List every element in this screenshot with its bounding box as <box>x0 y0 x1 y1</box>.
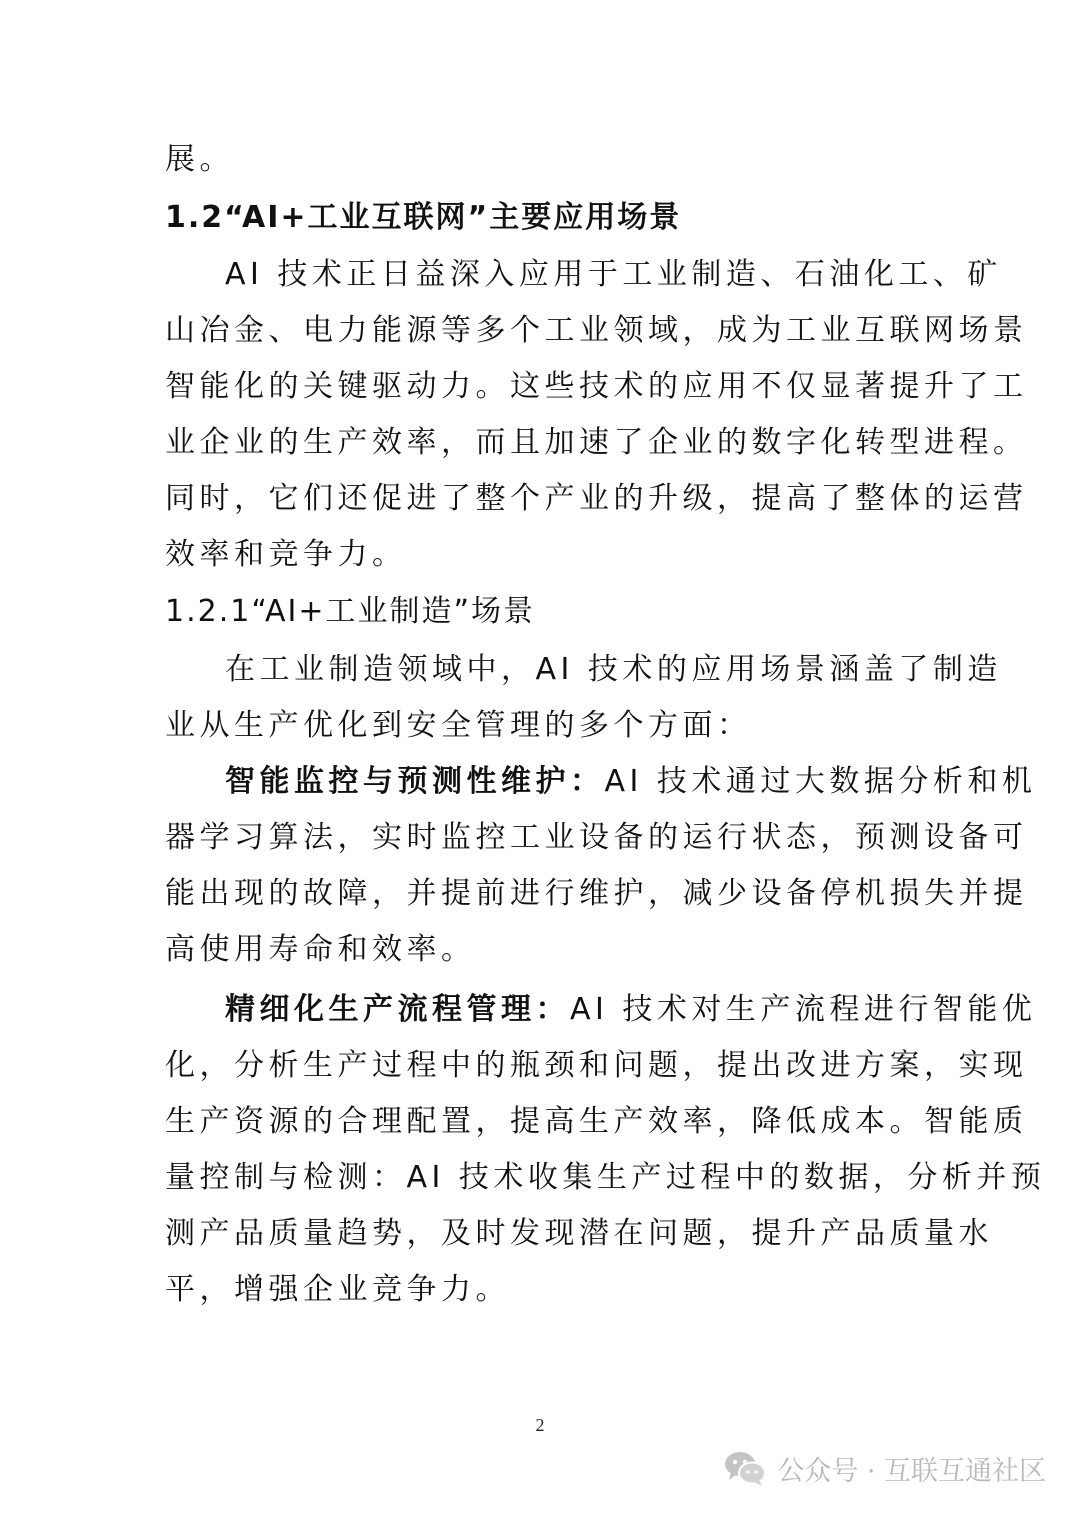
text-line <box>225 990 1037 1030</box>
paragraph-lead: 智能监控与预测性维护： <box>225 764 605 799</box>
text-line <box>225 762 1037 802</box>
text-line: 山冶金、电力能源等多个工业领域，成为工业互联网场景 <box>165 313 1028 348</box>
text-line: 业从生产优化到安全管理的多个方面： <box>165 708 752 743</box>
text-line: 智能化的关键驱动力。这些技术的应用不仅显著提升了工 <box>165 369 1028 404</box>
text-line: 高使用寿命和效率。 <box>165 932 476 967</box>
text-line: 在工业制造领域中，AI 技术的应用场景涵盖了制造 <box>225 652 1002 687</box>
page-number: 2 <box>535 1415 545 1435</box>
paragraph-text: AI 技术对生产流程进行智能优 <box>570 992 1037 1027</box>
section-heading: 1.2“AI+工业互联网”主要应用场景 <box>165 200 682 235</box>
text-line: 化，分析生产过程中的瓶颈和问题，提出改进方案，实现 <box>165 1048 1028 1083</box>
paragraph-lead: 精细化生产流程管理： <box>225 992 570 1027</box>
text-line: 能出现的故障，并提前进行维护，减少设备停机损失并提 <box>165 876 1028 911</box>
subsection-heading: 1.2.1“AI+工业制造”场景 <box>165 594 536 629</box>
paragraph-text: AI 技术通过大数据分析和机 <box>604 764 1037 799</box>
text-line: 平，增强企业竞争力。 <box>165 1272 510 1307</box>
text-line: 测产品质量趋势，及时发现潜在问题，提升产品质量水 <box>165 1216 993 1251</box>
text-line: 同时，它们还促进了整个产业的升级，提高了整体的运营 <box>165 481 1028 516</box>
text-line: 量控制与检测：AI 技术收集生产过程中的数据，分析并预 <box>165 1160 1046 1195</box>
text-line: 生产资源的合理配置，提高生产效率，降低成本。智能质 <box>165 1104 1028 1139</box>
text-line: 业企业的生产效率，而且加速了企业的数字化转型进程。 <box>165 425 1028 460</box>
watermark <box>723 1448 1046 1488</box>
text-line: 器学习算法，实时监控工业设备的运行状态，预测设备可 <box>165 820 1028 855</box>
wechat-icon <box>723 1448 767 1488</box>
watermark-text: 公众号 · 互联互通社区 <box>777 1455 1046 1487</box>
text-line: 效率和竞争力。 <box>165 537 407 572</box>
text-line: AI 技术正日益深入应用于工业制造、石油化工、矿 <box>225 257 1002 292</box>
text-line: 展。 <box>165 142 234 177</box>
